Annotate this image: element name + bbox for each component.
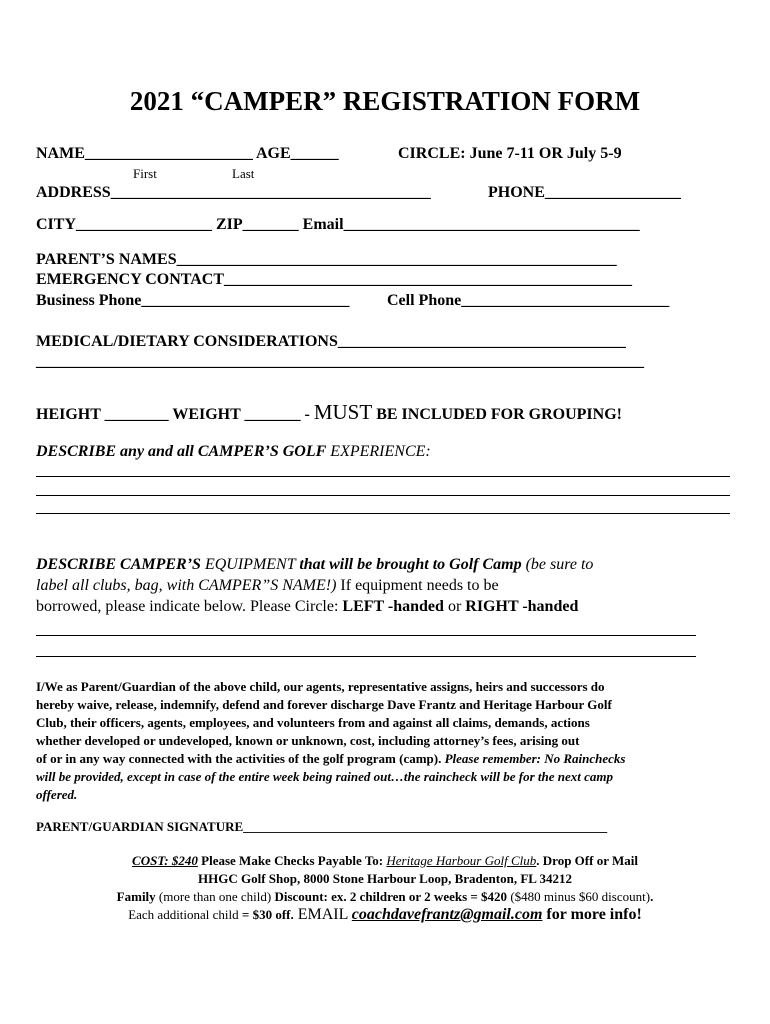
equipment-paren: (be sure to	[521, 556, 594, 573]
must-text: MUST	[313, 400, 373, 424]
email-label: EMAIL	[293, 906, 352, 923]
left-handed-option[interactable]: LEFT -handed	[342, 598, 444, 615]
experience-line-2[interactable]	[36, 495, 730, 496]
dropoff-text: . Drop Off or Mail	[536, 853, 638, 868]
email-link[interactable]: coachdavefrantz@gmail.com	[351, 906, 543, 923]
waiver-line: hereby waive, release, indemnify, defend and forever discharge Dave Frantz and Heritage Harbour Golf	[36, 697, 612, 712]
emergency-contact-field[interactable]: EMERGENCY CONTACT___________________________________________________	[36, 271, 633, 288]
cell-phone-field[interactable]: Cell Phone__________________________	[387, 292, 670, 309]
grouping-note: BE INCLUDED FOR GROUPING!	[372, 406, 622, 423]
family-discount: Discount: ex. 2 children or 2 weeks = $420	[274, 889, 508, 904]
form-title: 2021 “CAMPER” REGISTRATION FORM	[129, 86, 641, 116]
first-label: First	[133, 166, 157, 181]
medical-extra-line[interactable]: ____________________________________________________________________________	[36, 353, 644, 370]
experience-plain: EXPERIENCE:	[326, 443, 431, 460]
family-label: Family	[116, 889, 156, 904]
or-text: or	[443, 598, 466, 615]
cost-line	[0, 853, 770, 869]
equipment-word: EQUIPMENT	[200, 556, 300, 573]
each-additional: Each additional child	[128, 907, 242, 922]
club-name: Heritage Harbour Golf Club	[386, 853, 537, 868]
equipment-prompt-line1	[36, 556, 593, 574]
family-math: ($480 minus $60 discount)	[507, 889, 651, 904]
email-line	[0, 906, 770, 924]
family-period: .	[650, 889, 654, 904]
experience-bold: DESCRIBE any and all CAMPER’S GOLF	[36, 443, 327, 460]
height-weight-label: HEIGHT ________ WEIGHT _______	[36, 406, 301, 423]
label-clubs-note: label all clubs, bag, with CAMPER”S NAME!)	[36, 577, 337, 594]
shop-address: HHGC Golf Shop, 8000 Stone Harbour Loop, Bradenton, FL 34212	[198, 871, 572, 886]
each-discount: = $30 off.	[241, 907, 294, 922]
raincheck-line: will be provided, except in case of the entire week being rained out…the raincheck will be for the next camp	[36, 769, 614, 784]
equipment-prompt-line3	[36, 598, 578, 616]
waiver-line	[36, 751, 626, 767]
waiver-line: whether developed or undeveloped, known or unknown, cost, including attorney’s fees, arising out	[36, 733, 580, 748]
signature-field[interactable]: PARENT/GUARDIAN SIGNATURE________________________________________________________	[36, 819, 608, 834]
phone-field[interactable]: PHONE_________________	[488, 184, 681, 201]
height-dash: -	[300, 406, 314, 423]
business-phone-field[interactable]: Business Phone__________________________	[36, 292, 350, 309]
raincheck-line: offered.	[36, 787, 78, 802]
family-paren: (more than one child)	[155, 889, 275, 904]
equipment-bold: DESCRIBE CAMPER’S	[36, 556, 201, 573]
experience-line-3[interactable]	[36, 513, 730, 514]
parents-names-field[interactable]: PARENT’S NAMES_______________________________________________________	[36, 251, 617, 268]
right-handed-option[interactable]: RIGHT -handed	[465, 598, 579, 615]
last-label: Last	[232, 166, 255, 181]
city-zip-email-field[interactable]: CITY_________________ ZIP_______ Email_____________________________________	[36, 216, 640, 233]
name-age-field[interactable]: NAME_____________________ AGE______	[36, 145, 339, 162]
payable-text: Please Make Checks Payable To:	[197, 853, 387, 868]
borrow-instructions: borrowed, please indicate below. Please Circle:	[36, 598, 343, 615]
equipment-line-1[interactable]	[36, 635, 696, 636]
more-info: for more info!	[542, 906, 642, 923]
cost-amount: COST: $240	[132, 853, 198, 868]
equipment-prompt-line2	[36, 577, 499, 595]
waiver-line: Club, their officers, agents, employees, and volunteers from and against all claims, demands, actions	[36, 715, 590, 730]
waiver-line: I/We as Parent/Guardian of the above child, our agents, representative assigns, heirs and successors do	[36, 679, 605, 694]
address-field[interactable]: ADDRESS________________________________________	[36, 184, 431, 201]
family-discount-line	[0, 889, 770, 905]
experience-line-1[interactable]	[36, 476, 730, 477]
equipment-line-2[interactable]	[36, 656, 696, 657]
medical-field[interactable]: MEDICAL/DIETARY CONSIDERATIONS____________________________________	[36, 333, 626, 350]
height-weight-field[interactable]	[36, 400, 622, 425]
waiver-text: of or in any way connected with the activities of the golf program (camp).	[36, 751, 445, 766]
experience-prompt	[36, 443, 431, 461]
raincheck-note: Please remember: No Rainchecks	[444, 751, 626, 766]
borrow-note: If equipment needs to be	[336, 577, 499, 594]
session-circle[interactable]: CIRCLE: June 7-11 OR July 5-9	[398, 145, 622, 162]
equipment-bold2: that will be brought to Golf Camp	[299, 556, 522, 573]
